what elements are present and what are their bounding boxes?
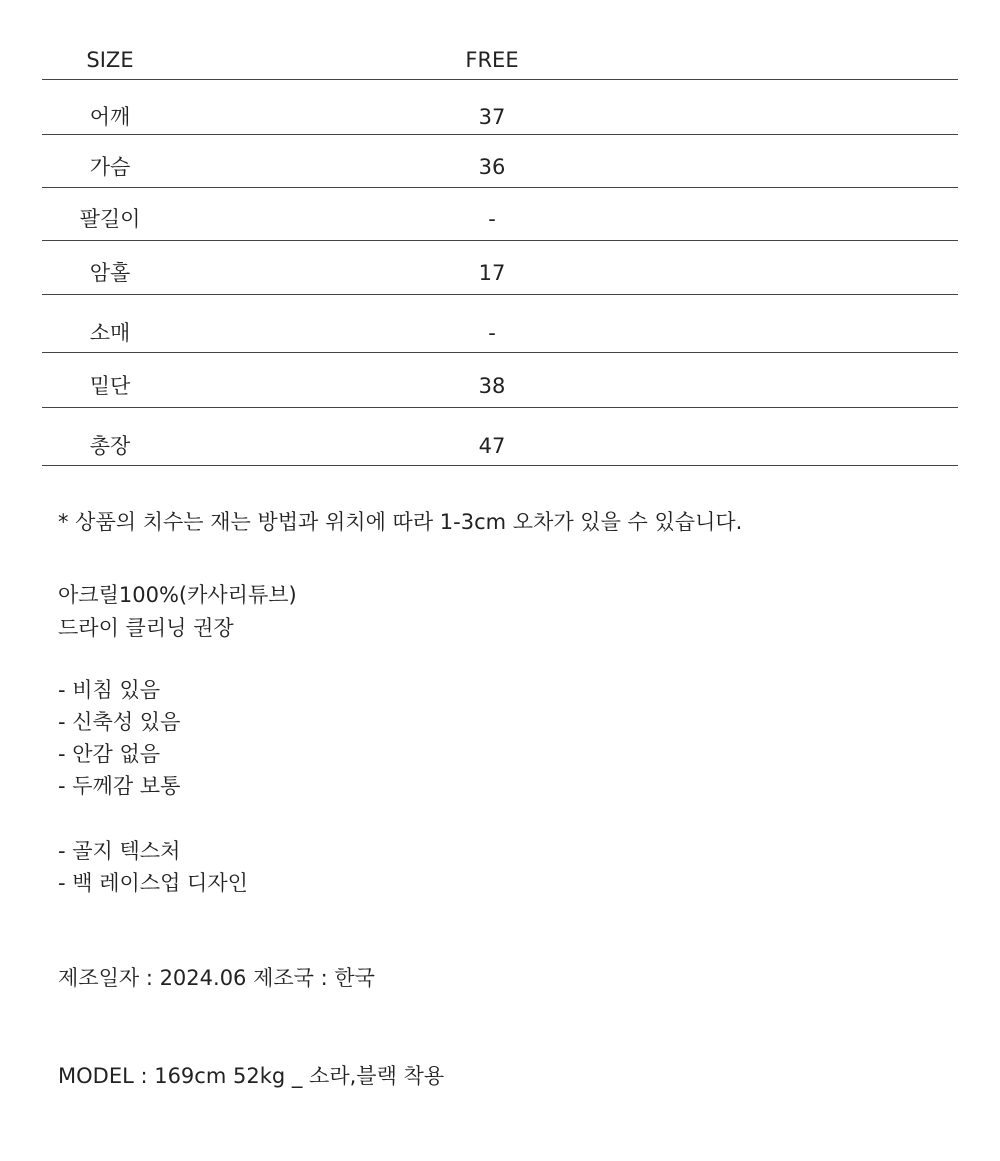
manufacture-info: 제조일자 : 2024.06 제조국 : 한국 — [58, 966, 375, 990]
table-row: 밑단 38 — [42, 353, 958, 408]
table-row: 소매 - — [42, 295, 958, 353]
size-table — [42, 36, 958, 466]
model-info: MODEL : 169cm 52kg _ 소라,블랙 착용 — [58, 1064, 445, 1088]
feature-item: - 백 레이스업 디자인 — [58, 871, 248, 895]
property-item: - 두께감 보통 — [58, 774, 181, 798]
size-table-header: SIZE FREE — [42, 36, 958, 80]
property-item: - 신축성 있음 — [58, 710, 181, 734]
size-disclaimer: * 상품의 치수는 재는 방법과 위치에 따라 1-3cm 오차가 있을 수 있습니다. — [58, 510, 743, 534]
property-item: - 비침 있음 — [58, 678, 161, 702]
table-row: 총장 47 — [42, 408, 958, 466]
table-row: 어깨 37 — [42, 80, 958, 135]
property-item: - 안감 없음 — [58, 742, 161, 766]
care-text: 드라이 클리닝 권장 — [58, 616, 234, 640]
table-row: 가슴 36 — [42, 135, 958, 188]
table-row: 팔길이 - — [42, 188, 958, 241]
material-text: 아크릴100%(카사리튜브) — [58, 583, 297, 607]
feature-item: - 골지 텍스처 — [58, 839, 181, 863]
table-row: 암홀 17 — [42, 241, 958, 295]
